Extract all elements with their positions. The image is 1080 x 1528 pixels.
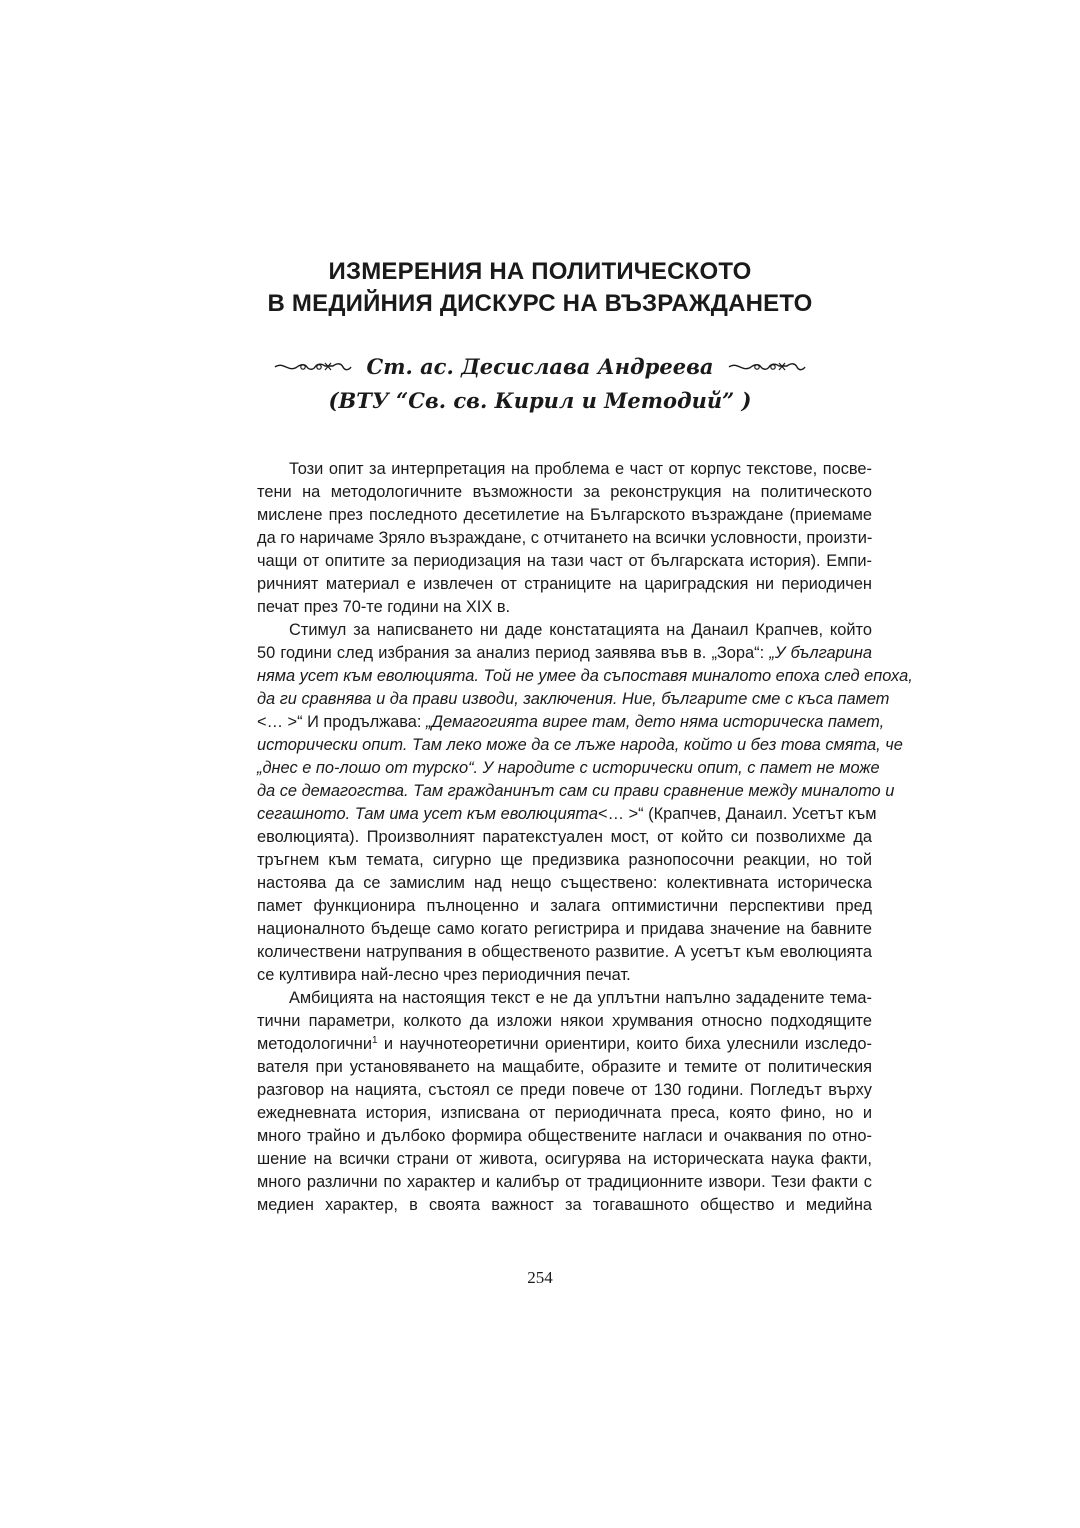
text-line: исторически опит. Там леко може да се лъже народа, който и без това смята, че xyxy=(257,736,903,754)
text-line: печат през 70-те години на XIX в. xyxy=(257,598,511,616)
article-title xyxy=(200,256,880,320)
text-line: много трайно и дълбоко формира обществените нагласи и очаквания по отно- xyxy=(257,1127,872,1145)
text-line: тръгнем към темата, сигурно ще предизвика разнопосочни реакции, но той xyxy=(257,851,872,869)
paragraph xyxy=(257,458,872,619)
text-line: ричният материал е извлечен от страниците на цариградския ни периодичен xyxy=(257,575,872,593)
text-line: да ги сравнява и да прави изводи, заключения. Ние, българите сме с къса памет xyxy=(257,690,890,708)
text-line: Стимул за написването ни даде констатацията на Данаил Крапчев, който xyxy=(289,621,872,639)
text-line: 50 години след избрания за анализ период заявява във в. „Зора“: „У българина xyxy=(257,644,872,662)
author-name: Ст. ас. Десислава Андреева xyxy=(366,354,714,379)
text-line: разговор на нацията, състоял се преди повече от 130 години. Погледът върху xyxy=(257,1081,872,1099)
text-line: ежедневната история, изписвана от периодичната преса, която фино, но и xyxy=(257,1104,872,1122)
text-line: памет функционира пълноценно и залага оптимистични перспективи пред xyxy=(257,897,872,915)
text-line: Този опит за интерпретация на проблема е част от корпус текстове, посве- xyxy=(289,460,872,478)
text-line: чащи от опитите за периодизация на тази част от българската история). Емпи- xyxy=(257,552,872,570)
text-line: сегашното. Там има усет към еволюцията<… >“ (Крапчев, Данаил. Усетът към xyxy=(257,805,877,823)
author-line xyxy=(200,350,880,384)
text-line: вателя при установяването на мащабите, образите и темите от политическия xyxy=(257,1058,872,1076)
text-line: националното бъдеще само когато регистрира и придава значение на бавните xyxy=(257,920,872,938)
text-line: няма усет към еволюцията. Той не умее да съпоставя миналото епоха след епоха, xyxy=(257,667,913,685)
author-affiliation: (ВТУ “Св. св. Кирил и Методий” ) xyxy=(328,388,752,413)
scroll-flourish-icon xyxy=(727,358,807,376)
text-line: много различни по характер и калибър от традиционните извори. Тези факти с xyxy=(257,1173,872,1191)
scroll-flourish-icon xyxy=(273,358,353,376)
text-line: настоява да се замислим над нещо съществено: колективната историческа xyxy=(257,874,872,892)
text-line: шение на всички страни от живота, осигурява на историческата наука факти, xyxy=(257,1150,872,1168)
text-line: <… >“ И продължава: „Демагогията вирее там, дето няма историческа памет, xyxy=(257,713,885,731)
text-line: тични параметри, колкото да изложи някои хрумвания относно подходящите xyxy=(257,1012,872,1030)
page-number: 254 xyxy=(527,1268,553,1287)
text-line: мислене през последното десетилетие на Българското възраждане (приемаме xyxy=(257,506,872,524)
text-line: се култивира най-лесно чрез периодичния печат. xyxy=(257,966,631,984)
title-line-2: В МЕДИЙНИЯ ДИСКУРС НА ВЪЗРАЖДАНЕТО xyxy=(267,290,813,317)
text-line: медиен характер, в своята важност за тогавашното общество и медийна xyxy=(257,1196,872,1214)
title-line-1: ИЗМЕРЕНИЯ НА ПОЛИТИЧЕСКОТО xyxy=(328,258,752,285)
paragraph xyxy=(257,619,913,987)
paragraph xyxy=(257,987,872,1217)
author-block xyxy=(200,350,880,418)
article-body xyxy=(257,458,913,1217)
text-line: Амбицията на настоящия текст е не да уплътни напълно зададените тема- xyxy=(289,989,872,1007)
text-line: да го наричаме Зряло възраждане, с отчитането на всички условности, произти- xyxy=(257,529,873,547)
text-line: методологични$^1$ и научнотеоретични ориентири, които биха улеснили изследо- xyxy=(257,1035,872,1053)
text-line: да се демагогства. Там гражданинът сам си прави сравнение между миналото и xyxy=(257,782,895,800)
footnote-ref[interactable]: 1 xyxy=(371,1035,378,1046)
text-line: еволюцията). Произволният паратекстуален мост, от който си позволихме да xyxy=(257,828,872,846)
text-line: тени на методологичните възможности за реконструкция на политическото xyxy=(257,483,872,501)
text-line: количествени натрупвания в общественото развитие. А усетът към еволюцията xyxy=(257,943,872,961)
text-line: „днес е по-лошо от турско“. У народите с исторически опит, с памет не може xyxy=(257,759,880,777)
